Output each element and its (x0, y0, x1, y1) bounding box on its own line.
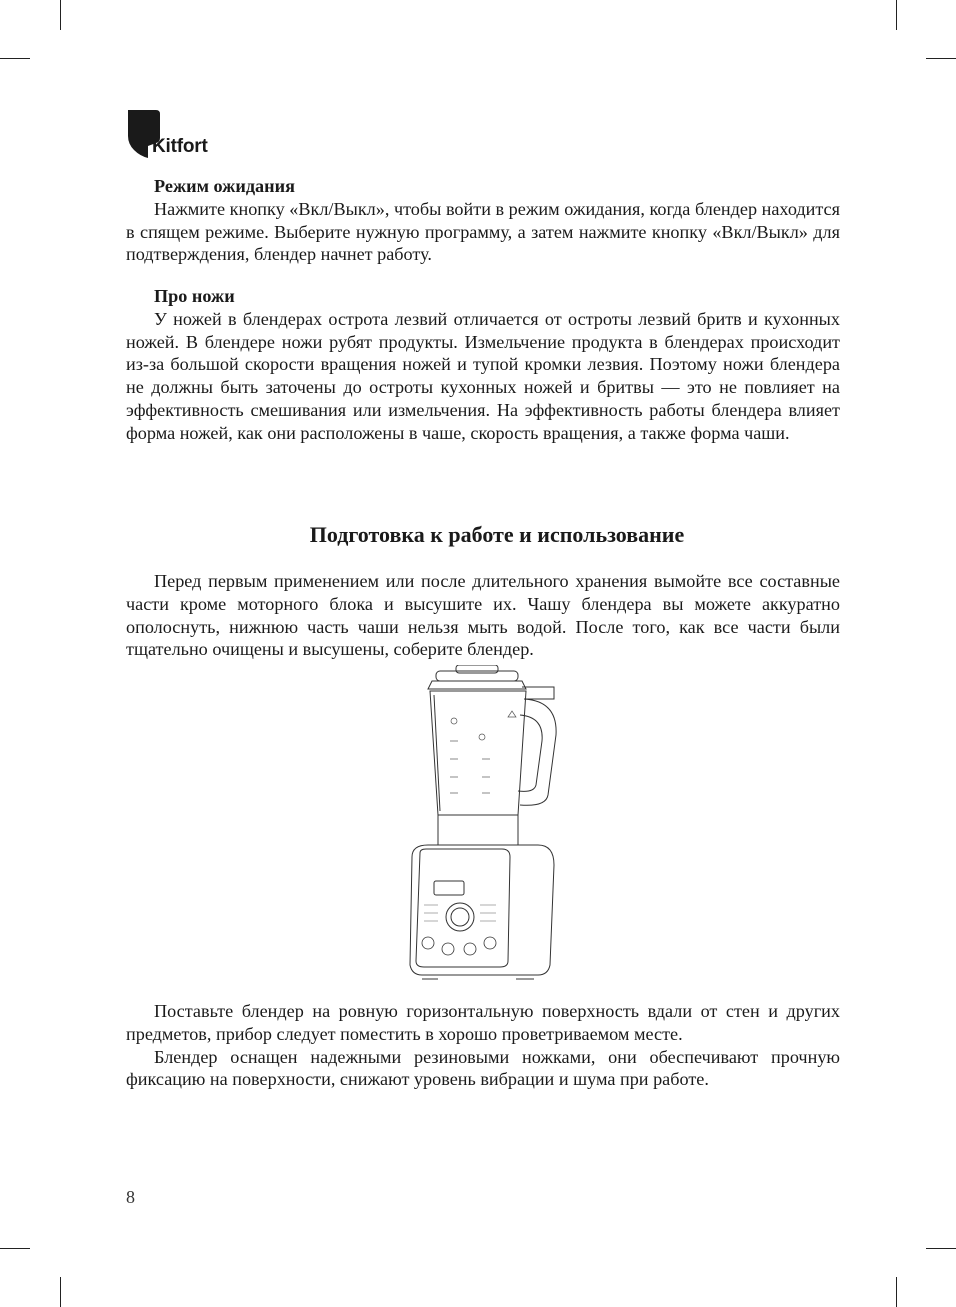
brand-name: Kitfort (152, 136, 208, 157)
standby-heading: Режим ожидания (154, 176, 295, 196)
blades-text: У ножей в блендерах острота лезвий отличается от остроты лезвий бритв и кухонных ножей. В блендере ножи рубят продукты. Измельчение продукта в блендерах происходит из-за большой скорости вращения ножей и тупой кромки лезвия. Поэтому ножи блендера не должны быть заточены до остроты кухонных ножей и бритвы — это не повлияет на эффективность смешивания или измельчения. На эффективность работы блендера влияет форма ножей, как они расположены в чаше, скорость вращения, а также форма чаши. (126, 308, 840, 443)
page-number: 8 (126, 1187, 135, 1207)
crop-mark (926, 1248, 956, 1249)
prep-intro-text: Перед первым применением или после длительного хранения вымойте все составные части кроме моторного блока и высушите их. Чашу блендера вы можете аккуратно ополоснуть, нижнюю часть чаши нельзя мыть водой. После того, как все части были тщательно очищены и высушены, соберите блендер. (126, 571, 840, 660)
blender-illustration (398, 665, 568, 985)
standby-text: Нажмите кнопку «Вкл/Выкл», чтобы войти в режим ожидания, когда блендер находится в спящем режиме. Выберите нужную программу, а затем нажмите кнопку «Вкл/Выкл» для подтверждения, блендер начнет работу. (126, 198, 840, 265)
crop-mark (0, 1248, 30, 1249)
crop-mark (896, 0, 897, 30)
blades-section (126, 285, 840, 445)
prep-intro-section (126, 570, 840, 661)
section-title: Подготовка к работе и использование (309, 522, 685, 547)
crop-mark (60, 1277, 61, 1307)
placement-text: Поставьте блендер на ровную горизонтальную поверхность вдали от стен и других предметов, прибор следует поместить в хорошо проветриваемом месте. (126, 1001, 840, 1044)
crop-mark (926, 58, 956, 59)
placement-section (126, 1000, 840, 1091)
blades-heading: Про ножи (154, 286, 235, 306)
crop-mark (60, 0, 61, 30)
standby-section (126, 175, 840, 266)
feet-text: Блендер оснащен надежными резиновыми ножками, они обеспечивают прочную фиксацию на поверхности, снижают уровень вибрации и шума при работе. (126, 1046, 840, 1090)
crop-mark (0, 58, 30, 59)
crop-mark (896, 1277, 897, 1307)
